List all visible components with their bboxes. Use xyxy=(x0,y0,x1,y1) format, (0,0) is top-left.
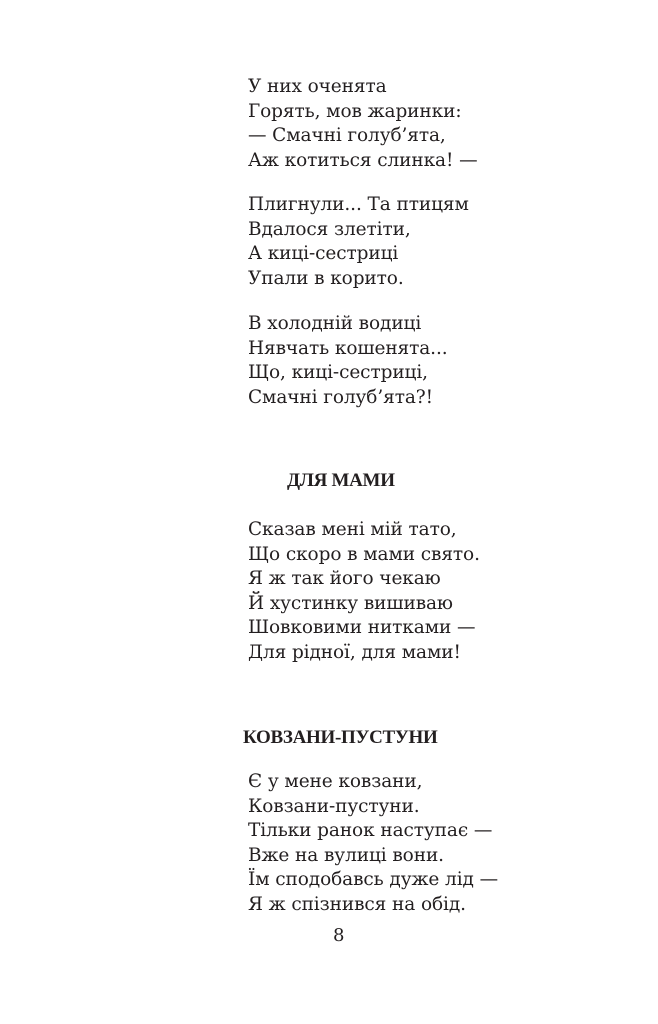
poem1-stanza-2 xyxy=(248,193,469,291)
poem-line: Що скоро в мами свято. xyxy=(248,543,480,565)
poem3-stanza xyxy=(248,770,498,917)
poem-line: Й хустинку вишиваю xyxy=(248,592,453,614)
page-number: 8 xyxy=(333,925,345,946)
poem-line: Вже на вулиці вони. xyxy=(248,844,444,866)
poem-line: Аж котиться слинка! — xyxy=(248,149,478,171)
poem-line: Я ж спізнився на обід. xyxy=(248,893,466,915)
poem1-stanza-1 xyxy=(248,75,477,173)
poem-line: Я ж так його чекаю xyxy=(248,568,441,589)
poem-line: Нявчать кошенята... xyxy=(248,337,448,359)
poem-line: Ковзани-пустуни. xyxy=(248,795,420,817)
poem-line: У них оченята xyxy=(248,76,387,97)
poem-line: Що, киці-сестриці, xyxy=(248,362,428,383)
poem2-title: ДЛЯ МАМИ xyxy=(287,470,395,491)
poem-line: А киці-сестриці xyxy=(248,243,399,264)
poem3-title: КОВЗАНИ-ПУСТУНИ xyxy=(243,727,438,748)
poem-line: Для рідної, для мами! xyxy=(248,641,461,663)
poem-line: Упали в корито. xyxy=(248,267,404,289)
poem-line: Шовковими нитками — xyxy=(248,617,476,638)
poem-line: — Смачні голуб’ята, xyxy=(248,125,446,146)
poem-line: Їм сподобавсь дуже лід — xyxy=(248,869,498,890)
poem-line: Плигнули... Та птицям xyxy=(248,194,469,215)
poem2-stanza xyxy=(248,518,480,665)
poem-line: Горять, мов жаринки: xyxy=(248,100,462,122)
poem-line: Є у мене ковзани, xyxy=(248,771,423,792)
poem-line: В холодній водиці xyxy=(248,313,422,334)
poem-line: Вдалося злетіти, xyxy=(248,218,411,240)
poem1-stanza-3 xyxy=(248,312,448,410)
poem-line: Тільки ранок наступає — xyxy=(248,820,493,841)
poem-line: Смачні голуб’ята?! xyxy=(248,386,433,408)
poem-line: Сказав мені мій тато, xyxy=(248,519,457,540)
